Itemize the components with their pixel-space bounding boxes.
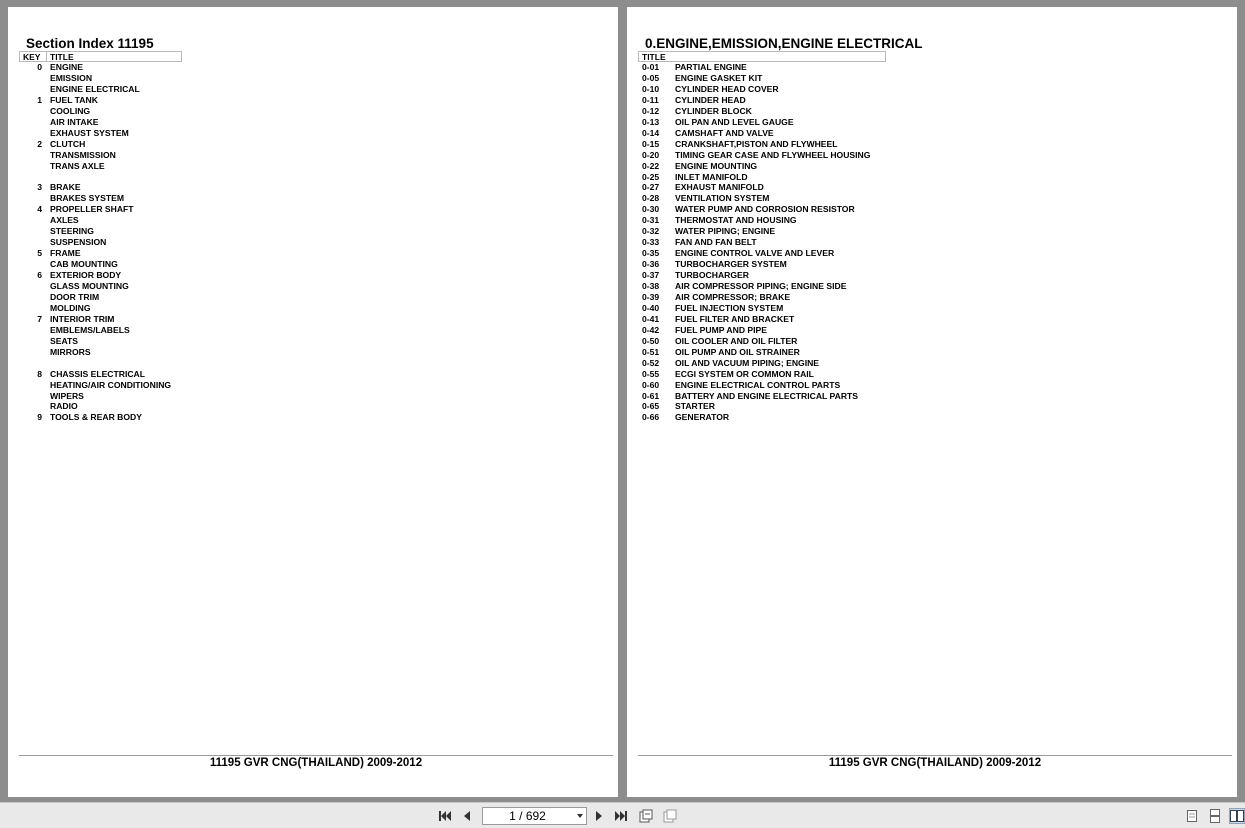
section-title: SUSPENSION [50, 237, 107, 248]
next-page-icon[interactable] [591, 808, 607, 824]
fit-page-icon[interactable] [662, 808, 678, 824]
section-title: MIRRORS [50, 346, 91, 357]
section-title: HEATING/AIR CONDITIONING [50, 379, 172, 390]
section-title: OIL COOLER AND OIL FILTER [675, 335, 798, 346]
section-key: 0-32 [642, 226, 660, 237]
list-item[interactable] [8, 336, 608, 347]
list-item[interactable] [8, 303, 608, 314]
section-title: BATTERY AND ENGINE ELECTRICAL PARTS [675, 390, 859, 401]
list-item[interactable] [627, 172, 1227, 183]
section-title: TURBOCHARGER SYSTEM [675, 259, 787, 270]
section-title: FUEL FILTER AND BRACKET [675, 313, 795, 324]
right-page [627, 7, 1237, 797]
list-item[interactable] [8, 172, 608, 183]
section-title: ENGINE [50, 62, 83, 72]
list-item[interactable] [8, 128, 608, 139]
list-item[interactable] [8, 193, 608, 204]
section-title: TURBOCHARGER [675, 270, 749, 281]
section-title: AIR COMPRESSOR PIPING; ENGINE SIDE [675, 281, 847, 291]
section-title: EXHAUST SYSTEM [50, 127, 129, 138]
list-item[interactable] [627, 193, 1227, 204]
section-title: EMBLEMS/LABELS [50, 324, 130, 335]
list-item[interactable] [627, 161, 1227, 172]
section-key: 0-55 [642, 368, 660, 379]
section-title: CHASSIS ELECTRICAL [50, 368, 146, 379]
section-title: CLUTCH [50, 138, 86, 149]
list-item[interactable] [8, 292, 608, 303]
list-item[interactable] [8, 117, 608, 128]
list-item[interactable] [8, 161, 608, 172]
list-item[interactable] [627, 182, 1227, 193]
section-title: AIR INTAKE [50, 116, 99, 127]
section-title: ENGINE MOUNTING [675, 160, 758, 171]
column-header-title: TITLE [642, 52, 666, 62]
last-page-icon[interactable] [613, 808, 629, 824]
section-title: CAMSHAFT AND VALVE [675, 127, 774, 138]
section-title: TRANS AXLE [50, 160, 105, 171]
page-number-select[interactable] [482, 807, 587, 825]
section-key: 0-15 [642, 138, 660, 149]
section-title: TRANSMISSION [50, 149, 116, 160]
section-key: 2 [37, 138, 42, 149]
section-title: PARTIAL ENGINE [675, 62, 747, 72]
section-title: CRANKSHAFT,PISTON AND FLYWHEEL [675, 138, 838, 149]
table-header [19, 51, 182, 62]
list-item[interactable] [8, 182, 608, 193]
section-title: FUEL TANK [50, 94, 98, 105]
section-title: COOLING [50, 105, 91, 116]
section-key: 0-60 [642, 379, 660, 390]
section-title: ENGINE GASKET KIT [675, 72, 763, 83]
list-item[interactable] [627, 259, 1227, 270]
section-title: STARTER [675, 401, 715, 412]
section-key: 0-22 [642, 160, 660, 171]
section-key: 8 [37, 368, 42, 379]
section-title: MOLDING [50, 302, 91, 313]
section-title: WATER PUMP AND CORROSION RESISTOR [675, 204, 855, 215]
section-title: OIL AND VACUUM PIPING; ENGINE [675, 357, 820, 368]
list-item[interactable] [8, 325, 608, 336]
list-item[interactable] [627, 226, 1227, 237]
list-item[interactable] [8, 73, 608, 84]
column-header-title: TITLE [50, 52, 74, 62]
section-key: 0-50 [642, 335, 660, 346]
list-item[interactable] [627, 325, 1227, 336]
section-title: DOOR TRIM [50, 291, 100, 302]
section-title: GENERATOR [675, 412, 730, 423]
left-page [8, 7, 618, 797]
section-key: 6 [37, 270, 42, 281]
section-key: 0-27 [642, 182, 660, 193]
list-item[interactable] [8, 62, 608, 73]
list-item[interactable] [8, 314, 608, 325]
list-item[interactable] [627, 270, 1227, 281]
section-key: 0-37 [642, 270, 660, 281]
list-item[interactable] [627, 347, 1227, 358]
section-title: INTERIOR TRIM [50, 313, 115, 324]
section-title: PROPELLER SHAFT [50, 204, 134, 215]
list-item[interactable] [8, 139, 608, 150]
section-title: BRAKE [50, 182, 81, 193]
section-key: 0-61 [642, 390, 660, 401]
section-title: WATER PIPING; ENGINE [675, 226, 776, 237]
section-key: 0-20 [642, 149, 660, 160]
list-item[interactable] [8, 401, 608, 412]
list-item[interactable] [8, 270, 608, 281]
list-item[interactable] [627, 391, 1227, 402]
list-item[interactable] [8, 412, 608, 423]
section-key: 0-66 [642, 412, 660, 423]
section-key: 5 [37, 248, 42, 259]
section-title: AXLES [50, 215, 79, 226]
section-key: 0-41 [642, 313, 660, 324]
list-item[interactable] [627, 215, 1227, 226]
list-item[interactable] [627, 237, 1227, 248]
column-header-key: KEY [23, 52, 41, 62]
page-indicator: 1 / 692 [509, 809, 546, 823]
list-item[interactable] [627, 128, 1227, 139]
section-title: ENGINE CONTROL VALVE AND LEVER [675, 248, 835, 259]
section-key: 1 [37, 94, 42, 105]
section-title: SEATS [50, 335, 79, 346]
list-item[interactable] [8, 215, 608, 226]
section-title: FRAME [50, 248, 81, 259]
section-key: 0-31 [642, 215, 660, 226]
list-item[interactable] [627, 62, 1227, 73]
list-item[interactable] [627, 314, 1227, 325]
section-key: 0-11 [642, 94, 659, 105]
page-heading: Section Index 11195 [26, 36, 154, 51]
section-key: 0-28 [642, 193, 660, 204]
list-item[interactable] [627, 117, 1227, 128]
viewer-toolbar [0, 802, 1245, 828]
section-title: ENGINE ELECTRICAL CONTROL PARTS [675, 379, 841, 390]
list-item[interactable] [8, 347, 608, 358]
section-key: 9 [37, 412, 42, 423]
list-item[interactable] [627, 248, 1227, 259]
two-page-icon[interactable] [1229, 808, 1245, 824]
section-title: THERMOSTAT AND HOUSING [675, 215, 797, 226]
section-key: 3 [37, 182, 42, 193]
list-item[interactable] [8, 237, 608, 248]
section-key: 0-36 [642, 259, 660, 270]
list-item[interactable] [8, 84, 608, 95]
list-item[interactable] [8, 369, 608, 380]
section-key: 0 [37, 62, 42, 72]
section-key: 7 [37, 313, 42, 324]
section-title: FAN AND FAN BELT [675, 237, 757, 248]
list-item[interactable] [627, 204, 1227, 215]
list-item[interactable] [8, 380, 608, 391]
list-item[interactable] [8, 358, 608, 369]
list-item[interactable] [627, 380, 1227, 391]
list-item[interactable] [627, 73, 1227, 84]
section-key: 0-52 [642, 357, 660, 368]
prev-page-icon[interactable] [459, 808, 475, 824]
section-title: RADIO [50, 401, 78, 412]
list-item[interactable] [627, 84, 1227, 95]
list-item[interactable] [627, 369, 1227, 380]
section-title: EXTERIOR BODY [50, 270, 122, 281]
section-key: 0-12 [642, 105, 660, 116]
section-key: 0-65 [642, 401, 660, 412]
chevron-down-icon [577, 814, 583, 818]
section-key: 0-30 [642, 204, 660, 215]
section-title: OIL PAN AND LEVEL GAUGE [675, 116, 794, 127]
list-item[interactable] [8, 106, 608, 117]
list-item[interactable] [627, 358, 1227, 369]
section-key: 0-05 [642, 72, 660, 83]
section-key: 0-13 [642, 116, 660, 127]
section-key: 0-14 [642, 127, 660, 138]
section-title: FUEL PUMP AND PIPE [675, 324, 768, 335]
section-title: ECGI SYSTEM OR COMMON RAIL [675, 368, 814, 379]
list-item[interactable] [8, 391, 608, 402]
section-key: 0-39 [642, 291, 660, 302]
section-title: CYLINDER HEAD [675, 94, 746, 105]
list-item[interactable] [627, 412, 1227, 423]
section-key: 0-51 [642, 346, 660, 357]
section-title: EXHAUST MANIFOLD [675, 182, 764, 193]
section-title: STEERING [50, 226, 94, 237]
list-item[interactable] [627, 139, 1227, 150]
list-item[interactable] [627, 95, 1227, 106]
list-item[interactable] [8, 226, 608, 237]
list-item[interactable] [627, 401, 1227, 412]
list-item[interactable] [8, 150, 608, 161]
section-title: CYLINDER HEAD COVER [675, 83, 779, 94]
section-title: OIL PUMP AND OIL STRAINER [675, 346, 800, 357]
section-title: INLET MANIFOLD [675, 171, 748, 182]
list-item[interactable] [8, 281, 608, 292]
continuous-page-icon[interactable] [1207, 808, 1223, 824]
page-heading: 0.ENGINE,EMISSION,ENGINE ELECTRICAL [645, 36, 923, 51]
section-key: 0-42 [642, 324, 660, 335]
section-key: 0-01 [642, 62, 660, 72]
section-title: VENTILATION SYSTEM [675, 193, 770, 204]
section-title: TOOLS & REAR BODY [50, 412, 142, 423]
list-item[interactable] [8, 95, 608, 106]
first-page-icon[interactable] [437, 808, 453, 824]
page-footer: 11195 GVR CNG(THAILAND) 2009-2012 [828, 757, 1042, 769]
section-title: AIR COMPRESSOR; BRAKE [675, 291, 791, 302]
list-item[interactable] [8, 204, 608, 215]
list-item[interactable] [627, 303, 1227, 314]
table-header [638, 51, 886, 62]
list-item[interactable] [627, 106, 1227, 117]
section-key: 0-35 [642, 248, 660, 259]
section-title: CAB MOUNTING [50, 259, 118, 270]
section-title: EMISSION [50, 72, 93, 83]
list-item[interactable] [627, 281, 1227, 292]
fit-width-icon[interactable] [638, 808, 654, 824]
section-key: 4 [37, 204, 42, 215]
section-key: 0-33 [642, 237, 660, 248]
section-key: 0-25 [642, 171, 660, 182]
header-divider [46, 51, 47, 62]
page-footer: 11195 GVR CNG(THAILAND) 2009-2012 [209, 757, 423, 769]
section-title: GLASS MOUNTING [50, 281, 129, 291]
list-item[interactable] [8, 259, 608, 270]
list-item[interactable] [627, 336, 1227, 347]
section-title: BRAKES SYSTEM [50, 193, 125, 204]
section-title: CYLINDER BLOCK [675, 105, 752, 116]
section-key: 0-10 [642, 83, 660, 94]
list-item[interactable] [627, 150, 1227, 161]
section-title: FUEL INJECTION SYSTEM [675, 302, 784, 313]
section-key: 0-38 [642, 281, 660, 291]
list-item[interactable] [627, 292, 1227, 303]
list-item[interactable] [8, 248, 608, 259]
section-title: WIPERS [50, 390, 84, 401]
section-title: TIMING GEAR CASE AND FLYWHEEL HOUSING [675, 149, 871, 160]
single-page-icon[interactable] [1184, 808, 1200, 824]
section-title: ENGINE ELECTRICAL [50, 83, 140, 94]
section-key: 0-40 [642, 302, 660, 313]
